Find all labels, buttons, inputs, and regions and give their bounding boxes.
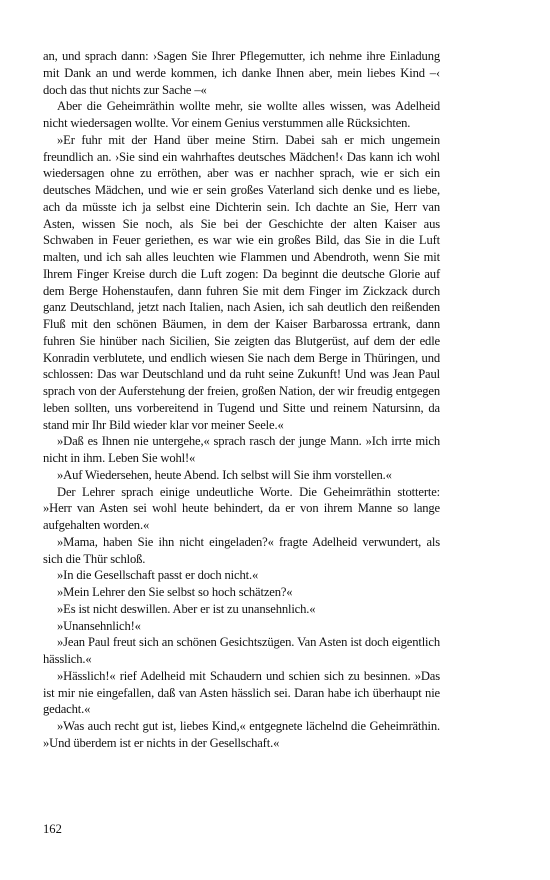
- paragraph: »Jean Paul freut sich an schönen Gesichtszügen. Van Asten ist doch eigentlich hässlich.«: [43, 635, 440, 666]
- page-body: [43, 48, 440, 752]
- paragraph: »Hässlich!« rief Adelheid mit Schaudern und schien sich zu besinnen. »Das ist mir nie eingefallen, daß van Asten hässlich sei. Daran habe ich überhaupt nie gedacht.«: [43, 668, 440, 717]
- paragraph: »Es ist nicht deswillen. Aber er ist zu unansehnlich.«: [57, 601, 316, 616]
- paragraph: Aber die Geheimräthin wollte mehr, sie wollte alles wissen, was Adelheid nicht wiedersagen wollte. Vor einem Genius verstummen alle Rücksichten.: [43, 99, 440, 130]
- paragraph: »Mama, haben Sie ihn nicht eingeladen?« fragte Adelheid verwundert, als sich die Thür schloß.: [43, 534, 440, 566]
- paragraph: »Er fuhr mit der Hand über meine Stirn. Dabei sah er mich ungemein freundlich an. ›Sie sind ein wahrhaftes deutsches Mädchen!‹ Das kann ich wohl wiedersagen ohne zu erröthen, aber was er nachher sprach, wie er sich ein deutsches Mädchen, und wie er sein großes Vaterland sich denke und es liebe, ach da müsste ich ja selbst eine Dichterin sein. Ich dachte an Sie, Herr van Asten, wissen Sie noch, als Sie bei der Geschichte der alten Kaiser aus Schwaben in Feuer geriethen, es war wie ein großes Bild, das Sie in die Luft malten, und ich sah alles leuchten wie Flammen und Abendroth, wenn Sie mit Ihrem Finger Kreise durch die Luft zogen: Da beginnt die deutsche Glorie auf dem Berge Hohenstaufen, dann fuhren Sie mit dem Finger im Zickzack durch ganz Deutschland, jetzt nach Italien, nach Asien, ich sah deutlich den reißenden Fluß mit den schönen Bäumen, in dem der Kaiser Barbarossa ertrank, dann fuhren Sie hinüber nach Sicilien, Sie zeigten das Blutgerüst, auf dem der edle Konradin verblutete, und endlich wiesen Sie nach dem Berge in Thüringen, und schlossen: Das war Deutschland und da ruht seine Zukunft! Und was Jean Paul sprach von der Auferstehung der freien, großen Nation, der wir freudig entgegen leben sollten, uns vorbereitend in Tugend und Sitte und reinem Natursinn, da stand mir Ihr Bild wieder klar vor meiner Seele.«: [43, 132, 440, 432]
- paragraph: »In die Gesellschaft passt er doch nicht.«: [57, 568, 259, 583]
- paragraph: »Daß es Ihnen nie untergehe,« sprach rasch der junge Mann. »Ich irrte mich nicht in ihm. Leben Sie wohl!«: [43, 434, 440, 465]
- paragraph: »Was auch recht gut ist, liebes Kind,« entgegnete lächelnd die Geheimräthin. »Und überdem ist er nichts in der Gesellschaft.«: [43, 719, 440, 750]
- paragraph-continuation: an, und sprach dann: ›Sagen Sie Ihrer Pflegemutter, ich nehme ihre Einladung mit Dank an und werde kommen, ich danke Ihnen aber, mein liebes Kind –‹ doch das thut nichts zur Sache –«: [43, 49, 440, 97]
- paragraph: »Unansehnlich!«: [57, 618, 141, 633]
- paragraph: Der Lehrer sprach einige undeutliche Worte. Die Geheimräthin stotterte: »Herr van Asten sei wohl heute behindert, da er von ihrem Manne so lange aufgehalten worden.«: [43, 484, 440, 532]
- paragraph: »Auf Wiedersehen, heute Abend. Ich selbst will Sie ihm vorstellen.«: [57, 467, 392, 482]
- paragraph: »Mein Lehrer den Sie selbst so hoch schätzen?«: [57, 585, 293, 599]
- page-number: 162: [43, 822, 62, 836]
